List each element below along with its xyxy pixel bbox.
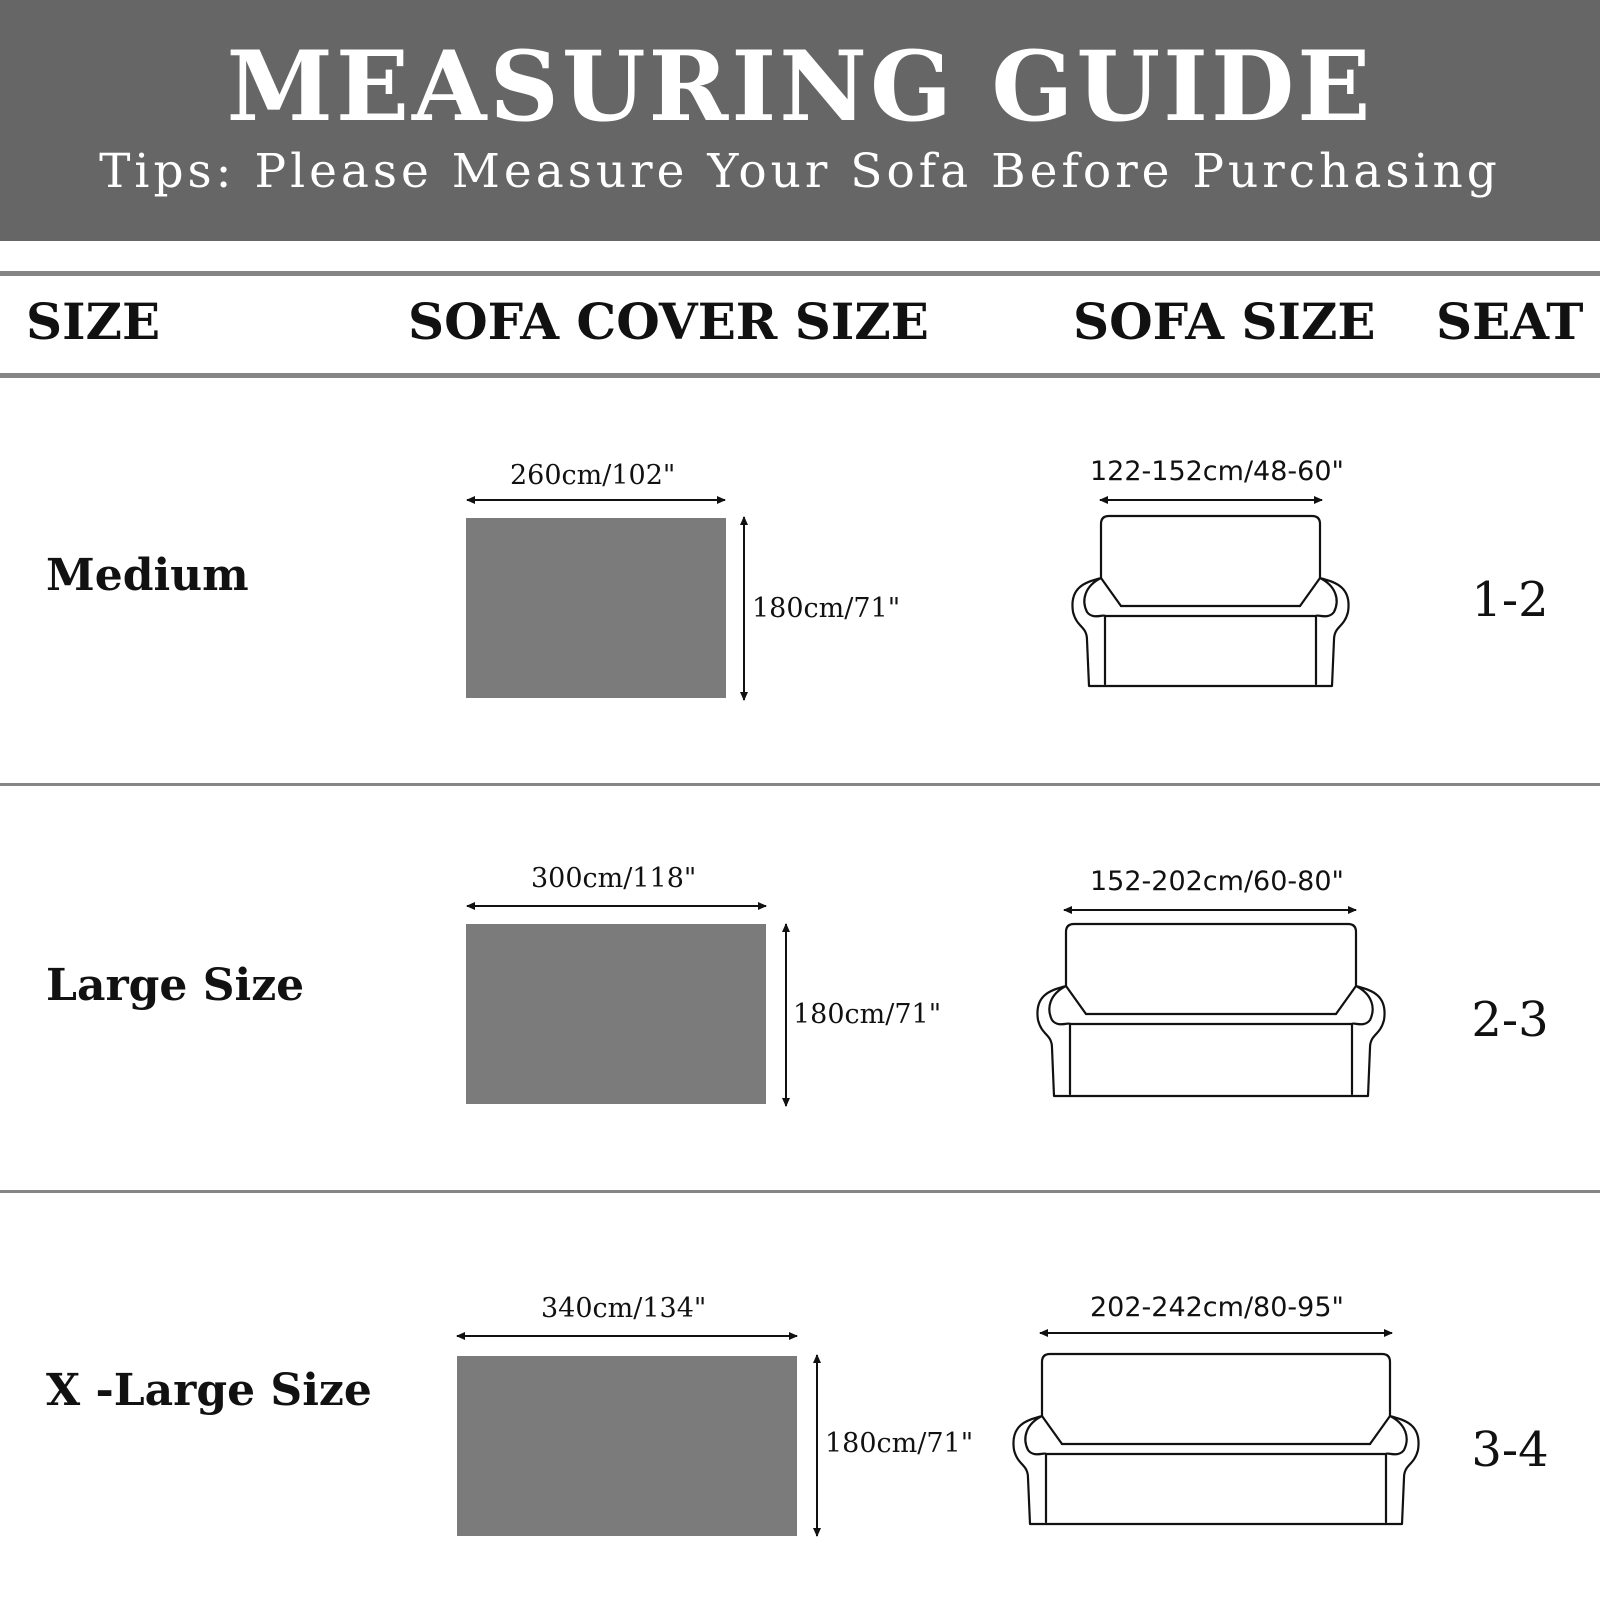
sofa-outline-line	[1300, 578, 1320, 606]
sofa-width-label: 152-202cm/60-80"	[1090, 866, 1344, 897]
seat-count-medium: 1-2	[1471, 572, 1549, 628]
seat-count-large: 2-3	[1471, 992, 1549, 1048]
sofa-outline-line	[1336, 986, 1356, 1014]
column-header-cover-size: SOFA COVER SIZE	[408, 292, 929, 351]
cover-height-label: 180cm/71"	[825, 1428, 974, 1459]
cover-height-label: 180cm/71"	[793, 999, 942, 1030]
column-header-seat: SEAT	[1436, 292, 1584, 351]
sofa-outline-line	[1101, 578, 1121, 606]
column-header-size: SIZE	[26, 292, 161, 351]
row-label-xlarge: X -Large Size	[46, 1365, 372, 1416]
cover-width-label: 300cm/118"	[531, 863, 697, 894]
cover-width-label: 340cm/134"	[541, 1293, 707, 1324]
row-label-large: Large Size	[46, 960, 305, 1011]
page-subtitle: Tips: Please Measure Your Sofa Before Purchasing	[99, 144, 1501, 199]
cover-height-label: 180cm/71"	[752, 593, 901, 624]
page-title: MEASURING GUIDE	[226, 30, 1374, 143]
sofa-outline-icon	[1013, 1354, 1418, 1524]
seat-count-xlarge: 3-4	[1471, 1422, 1549, 1478]
sofa-outline-line	[1042, 1416, 1062, 1444]
sofa-outline-line	[1066, 986, 1086, 1014]
sofa-width-label: 122-152cm/48-60"	[1090, 456, 1344, 487]
cover-width-label: 260cm/102"	[510, 460, 676, 491]
sofa-outline-line	[1370, 1416, 1390, 1444]
sofa-outline-icon	[1072, 516, 1348, 686]
column-header-sofa-size: SOFA SIZE	[1073, 292, 1376, 351]
sofa-width-label: 202-242cm/80-95"	[1090, 1292, 1344, 1323]
row-label-medium: Medium	[46, 550, 249, 601]
sofa-outline-icon	[1037, 924, 1384, 1096]
